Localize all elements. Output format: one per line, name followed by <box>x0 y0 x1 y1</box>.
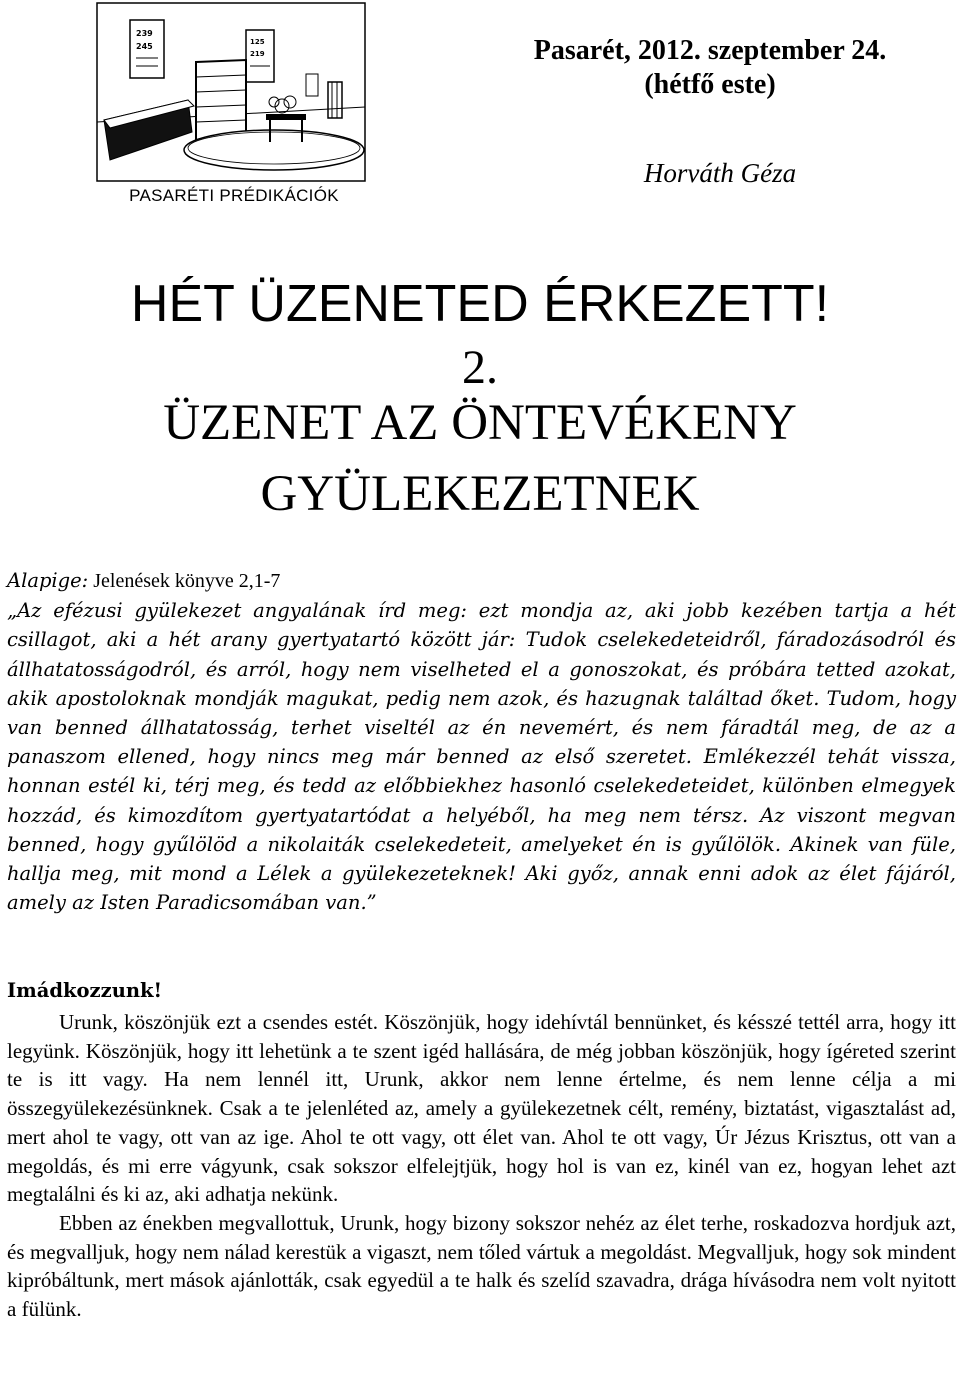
prayer-paragraph: Ebben az énekben megvallottuk, Urunk, hogy bizony sokszor nehéz az élet terhe, roskadozva hordjuk azt, és megvalljuk, hogy nem nálad kerestük a vigaszt, nem tőled vártuk a megoldást. Megvalljuk, hogy sok mindent kipróbáltunk, mert mások ajánlották, csak egyedül a te halk és szelíd szavadra, drága hívásodra nem volt nyitott a fülünk. <box>7 1210 956 1322</box>
date-block <box>470 34 950 102</box>
prayer-heading: Imádkozzunk! <box>7 979 163 1002</box>
scripture-quote: „Az efézusi gyülekezet angyalának írd meg: ezt mondja az, aki jobb kezében tartja a hét csillagot, aki a hét arany gyertyatartó között jár: Tudok cselekedeteidről, fáradozásodról és állhatatosságodról, és arról, hogy nem viselheted el a gonoszokat, és próbára tetted azokat, akik apostoloknak mondják magukat, pedig nem azok, és hazugnak találtad őket. Tudom, hogy van benned állhatatosság, terhet viseltél az én nevemért, és nem fáradtál meg, de az a panaszom ellened, hogy nincs meg már benned az első szeretet. Emlékezzél tehát vissza, honnan estél ki, térj meg, és tedd az előbbiekhez hasonló cselekedeteidet, különben elmegyek hozzád, és kimozdítom gyertyatartódat a helyéből, ha meg nem térsz. Az viszont megvan benned, hogy gyűlölöd a nikolaiták cselekedeteit, amelyeket én is gyűlölök. Akinek van füle, hallja meg, mit mond a Lélek a gyülekezeteknek! Aki győz, annak enni adok az élet fájáról, amely az Isten Paradicsomában van.” <box>7 599 956 915</box>
prayer-paragraph: Urunk, köszönjük ezt a csendes estét. Köszönjük, hogy idehívtál bennünket, és késszé tettél arra, hogy itt legyünk. Köszönjük, hogy itt lehetünk a te szent igéd hallására, de még jobban köszönjük, hogy ígéreted szerint te is itt vagy. Ha nem lennél itt, Urunk, akkor nem lenne értelme, és nem lenne célja a mi összegyülekezésünknek. Csak a te jelenléted az, amely a gyülekezetnek célt, remény, biztatást, vigasztalást ad, mert ahol te vagy, ott van az ige. Ahol te ott vagy, ott élet van. Ahol te ott vagy, Úr Jézus Krisztus, ott van a megoldás, és mi erre vágyunk, csak sokszor elfelejtjük, hogy hol is van ez, kinél van ez, hogyan lehet azt megtalálni és ki az, aki adhatja nekünk. <box>7 1010 956 1207</box>
hymn-number: 245 <box>136 42 153 51</box>
author-name: Horváth Géza <box>643 158 797 188</box>
base-label: Alapige: <box>7 569 89 592</box>
prayer-section <box>7 976 956 1005</box>
part-number: 2. <box>462 341 498 394</box>
part-title-line2: GYÜLEKEZETNEK <box>260 466 700 522</box>
prayer-body <box>7 1008 956 1324</box>
hymn-number: 239 <box>136 29 153 38</box>
series-label: PASARÉTI PRÉDIKÁCIÓK <box>129 186 339 205</box>
base-reference-line <box>7 566 956 596</box>
date-note: (hétfő este) <box>644 69 776 100</box>
base-scripture <box>7 566 956 917</box>
part-title-line1: ÜZENET AZ ÖNTEVÉKENY <box>163 395 797 451</box>
base-reference: Jelenések könyve 2,1-7 <box>88 570 281 592</box>
date-line: Pasarét, 2012. szeptember 24. <box>533 35 887 66</box>
hymn-number: 125 <box>250 38 265 46</box>
church-interior-illustration <box>96 2 366 182</box>
hymn-number: 219 <box>250 50 265 58</box>
sermon-title: HÉT ÜZENETED ÉRKEZETT! <box>130 275 830 333</box>
